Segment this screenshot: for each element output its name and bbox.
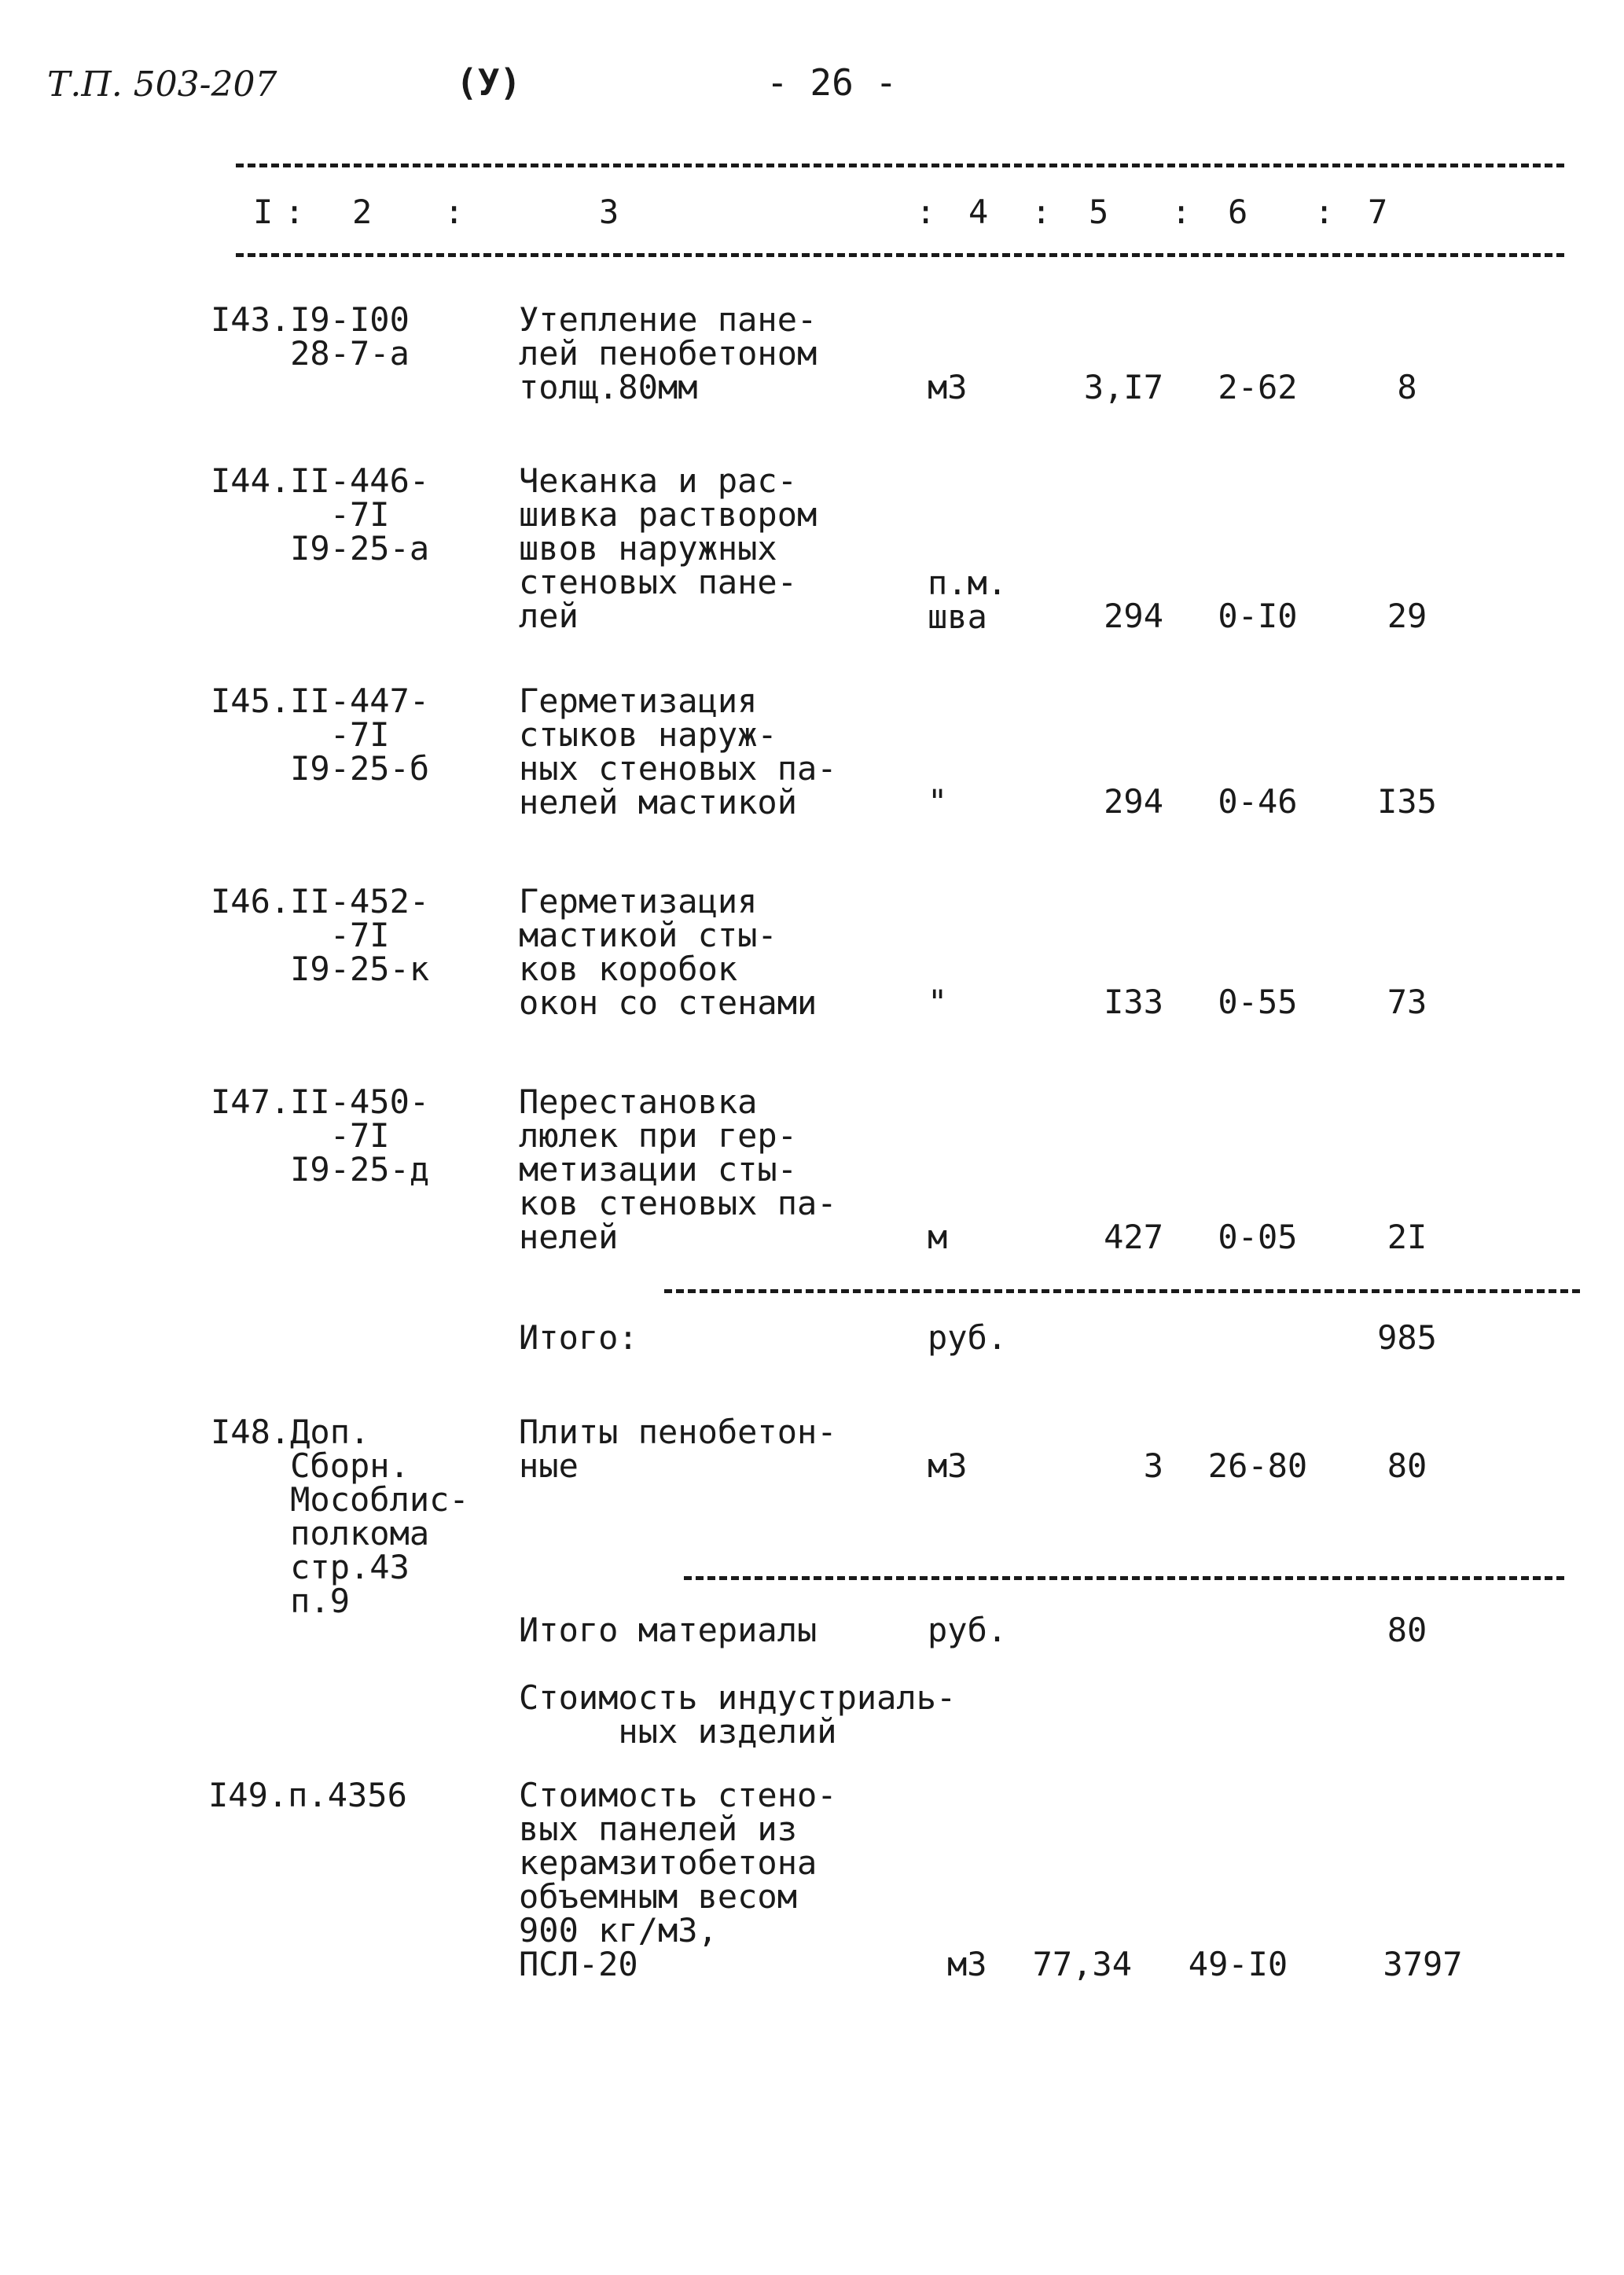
materials-rule — [684, 1576, 1564, 1580]
column-header-3: 3 — [599, 193, 619, 231]
row-unit: " — [928, 983, 948, 1021]
row-total: 8 — [1397, 368, 1417, 406]
row-unit-price: 2-62 — [1218, 368, 1298, 406]
row-unit: п.м. шва — [928, 564, 1008, 636]
row-unit-price: 0-46 — [1218, 782, 1298, 821]
row-total: 80 — [1387, 1446, 1427, 1485]
row-description: Герметизация стыков наруж- ных стеновых па- нелей мастикой — [519, 682, 837, 821]
row-code: I46.II-452- -7I I9-25-к — [211, 882, 430, 988]
column-sep: : — [916, 193, 936, 231]
row-description: Стоимость стено- вых панелей из керамзитобетона объемным весом 900 кг/м3, ПСЛ-20 — [519, 1776, 837, 1983]
row-code: I44.II-446- -7I I9-25-а — [211, 461, 430, 568]
row-quantity: I33 — [1104, 983, 1163, 1021]
row-unit-price: 0-05 — [1218, 1218, 1298, 1256]
row-total: 3797 — [1383, 1945, 1463, 1983]
row-unit: м — [928, 1218, 948, 1256]
row-description: Плиты пенобетон- ные — [519, 1413, 837, 1485]
column-header-7: 7 — [1368, 193, 1388, 231]
row-unit-price: 0-55 — [1218, 983, 1298, 1021]
column-header-5: 5 — [1089, 193, 1109, 231]
column-header-4: 4 — [968, 193, 989, 231]
row-description: Утепление пане- лей пенобетоном толщ.80мм — [519, 300, 818, 406]
column-header-2: 2 — [352, 193, 373, 231]
row-quantity: 77,34 — [1032, 1945, 1132, 1983]
row-total: 73 — [1387, 983, 1427, 1021]
column-header-6: 6 — [1228, 193, 1248, 231]
row-unit: м3 — [947, 1945, 987, 1983]
header-bottom-rule — [236, 253, 1564, 257]
variant-mark: (У) — [456, 61, 522, 104]
column-sep: : — [1171, 193, 1192, 231]
page-number: - 26 - — [766, 61, 898, 104]
row-quantity: 427 — [1104, 1218, 1163, 1256]
row-code: I47.II-450- -7I I9-25-д — [211, 1082, 430, 1189]
row-unit-price: 0-I0 — [1218, 597, 1298, 635]
column-header-1: I — [253, 193, 274, 231]
subtotal-label: Итого: — [519, 1318, 638, 1357]
document-reference: Т.П. 503-207 — [47, 64, 277, 105]
column-sep: : — [444, 193, 465, 231]
materials-total-label: Итого материалы — [519, 1611, 818, 1649]
row-total: 29 — [1387, 597, 1427, 635]
row-code: I49.п.4356 — [208, 1776, 407, 1814]
row-description: Чеканка и рас- шивка раствором швов наружных стеновых пане- лей — [519, 461, 818, 635]
row-code: I43.I9-I00 28-7-а — [211, 300, 410, 373]
industrial-products-heading: Стоимость индустриаль- ных изделий — [519, 1678, 957, 1751]
header-top-rule — [236, 164, 1564, 167]
column-sep: : — [285, 193, 305, 231]
row-quantity: 294 — [1104, 597, 1163, 635]
row-quantity: 3,I7 — [1083, 368, 1163, 406]
column-sep: : — [1314, 193, 1335, 231]
materials-total-value: 80 — [1387, 1611, 1427, 1649]
row-unit: м3 — [928, 1446, 968, 1485]
subtotal-unit: руб. — [928, 1318, 1008, 1357]
column-sep: : — [1031, 193, 1052, 231]
row-code: I45.II-447- -7I I9-25-б — [211, 682, 430, 788]
row-unit: " — [928, 782, 948, 821]
row-unit-price: 26-80 — [1207, 1446, 1308, 1485]
row-unit: м3 — [928, 368, 968, 406]
row-total: 2I — [1387, 1218, 1427, 1256]
row-total: I35 — [1377, 782, 1437, 821]
row-description: Герметизация мастикой сты- ков коробок окон со стенами — [519, 882, 818, 1022]
subtotal-total: 985 — [1377, 1318, 1437, 1357]
row-description: Перестановка люлек при гер- метизации сты- ков стеновых па- нелей — [519, 1082, 837, 1256]
row-quantity: 294 — [1104, 782, 1163, 821]
row-unit-price: 49-I0 — [1188, 1945, 1288, 1983]
row-code: I48.Доп. Сборн. Мособлис- полкома стр.43 п.9 — [211, 1413, 469, 1620]
row-quantity: 3 — [1143, 1446, 1163, 1485]
materials-total-unit: руб. — [928, 1611, 1008, 1649]
subtotal-rule — [664, 1289, 1580, 1293]
